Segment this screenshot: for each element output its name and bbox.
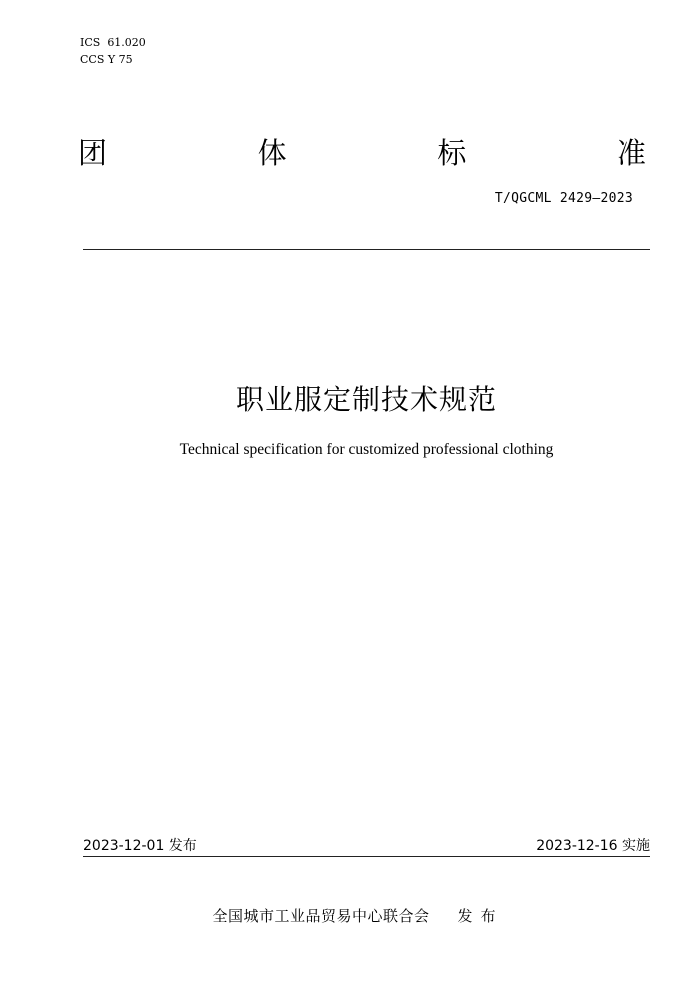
classification-codes bbox=[80, 34, 146, 68]
ccs-line bbox=[80, 51, 146, 68]
ccs-value: Y 75 bbox=[107, 53, 133, 66]
bottom-divider bbox=[83, 856, 650, 857]
ics-value: 61.020 bbox=[107, 36, 146, 49]
top-divider bbox=[83, 249, 650, 250]
publisher-line bbox=[0, 905, 700, 926]
implement-date: 2023-12-16 实施 bbox=[536, 838, 650, 854]
document-title-en: Technical specification for customized professional clothing bbox=[179, 441, 554, 458]
ics-label: ICS bbox=[80, 36, 101, 49]
heading-char-1: 团 bbox=[78, 136, 108, 170]
publish-action: 发布 bbox=[457, 907, 504, 925]
standard-number: T/QGCML 2429—2023 bbox=[494, 191, 633, 206]
heading-char-2: 体 bbox=[257, 136, 287, 170]
ics-line bbox=[80, 34, 146, 51]
issue-date: 2023-12-01 发布 bbox=[83, 838, 197, 854]
publisher-org: 全国城市工业品贸易中心联合会 bbox=[212, 907, 430, 925]
standard-type-heading bbox=[78, 133, 646, 173]
document-title-zh: 职业服定制技术规范 bbox=[235, 383, 497, 416]
heading-char-4: 准 bbox=[616, 136, 646, 170]
heading-char-3: 标 bbox=[437, 136, 467, 170]
ccs-label: CCS bbox=[80, 53, 105, 66]
